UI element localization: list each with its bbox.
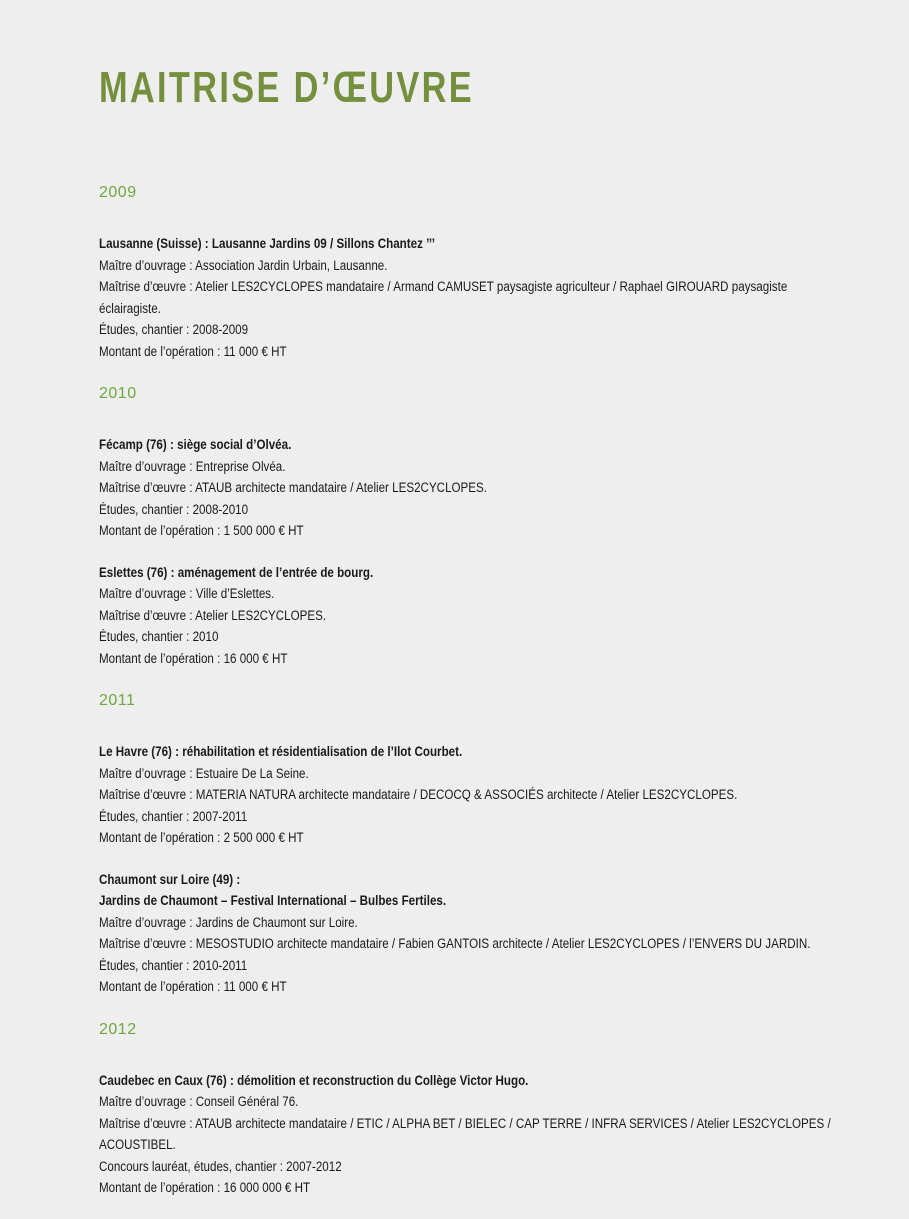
project-detail [99,298,879,320]
project-detail [99,456,879,478]
project-title [99,233,879,255]
project-detail [99,955,879,977]
year-heading: 2011 [99,692,136,709]
project-entry [99,434,879,542]
year-heading: 2012 [99,1020,137,1038]
project-entry [99,562,879,670]
project-detail [99,605,879,627]
project-detail-text: éclairagiste. [99,300,161,316]
project-detail [99,806,879,828]
spacer [99,406,879,434]
project-detail [99,477,879,499]
project-detail-text: Maître d’ouvrage : Jardins de Chaumont sur Loire. [99,914,358,930]
spacer [99,205,879,233]
project-entry [99,869,879,998]
project-detail [99,626,879,648]
year-section [99,1018,879,1219]
year-heading: 2010 [99,385,137,402]
project-title-text: Le Havre (76) : réhabilitation et résidentialisation de l’Ilot Courbet. [99,744,463,759]
spacer [99,542,879,562]
project-detail-text: Études, chantier : 2008-2010 [99,501,249,517]
project-detail [99,763,879,785]
spacer [99,849,879,869]
project-detail-text: Maître d’ouvrage : Entreprise Olvéa. [99,458,286,474]
project-title-text: Eslettes (76) : aménagement de l’entrée de bourg. [99,564,374,580]
project-title-text: Jardins de Chaumont – Festival International – Bulbes Fertiles. [99,893,447,908]
project-detail [99,976,879,998]
project-detail-text: Maîtrise d’œuvre : ATAUB architecte mandataire / ETIC / ALPHA BET / BIELEC / CAP TERRE / INFRA SERVICES / Atelier LES2CYCLOPES / [99,1115,831,1131]
project-detail [99,912,879,934]
project-detail-text: Études, chantier : 2007-2011 [99,808,248,824]
project-detail [99,255,879,277]
project-detail [99,520,879,542]
project-detail-text: Maîtrise d’œuvre : Atelier LES2CYCLOPES. [99,607,327,623]
project-detail-text: Montant de l’opération : 11 000 € HT [99,979,287,994]
project-title-text: Chaumont sur Loire (49) : [99,871,241,887]
project-detail-text: Maîtrise d’œuvre : MATERIA NATURA architecte mandataire / DECOCQ & ASSOCIÉS architecte / Atelier LES2CYCLOPES. [99,787,738,802]
project-detail [99,341,879,363]
project-detail-text: Montant de l’opération : 16 000 000 € HT [99,1180,311,1195]
project-entry [99,233,879,362]
project-title [99,562,879,584]
project-detail [99,319,879,341]
project-title [99,869,879,891]
project-detail [99,1177,879,1199]
project-title [99,741,879,763]
project-detail-text: Maître d’ouvrage : Estuaire De La Seine. [99,765,309,781]
project-title [99,890,879,912]
year-section [99,181,879,382]
project-title [99,434,879,456]
project-list [99,181,879,1219]
spacer [99,362,879,382]
project-detail-text: Maître d’ouvrage : Association Jardin Urbain, Lausanne. [99,257,388,273]
project-detail [99,276,879,298]
project-detail [99,827,879,849]
project-detail-text: Études, chantier : 2010 [99,629,219,644]
project-title-text: Caudebec en Caux (76) : démolition et reconstruction du Collège Victor Hugo. [99,1072,529,1088]
project-detail-text: Montant de l’opération : 2 500 000 € HT [99,830,304,845]
spacer [99,713,879,741]
project-detail-text: Maître d’ouvrage : Ville d’Eslettes. [99,586,275,601]
project-detail-text: Maître d’ouvrage : Conseil Général 76. [99,1094,299,1109]
project-detail [99,933,879,955]
year-section [99,382,879,689]
project-detail-text: Montant de l’opération : 1 500 000 € HT [99,523,304,538]
project-detail [99,1134,879,1156]
project-detail [99,1091,879,1113]
project-detail-text: Études, chantier : 2010-2011 [99,957,248,973]
project-detail [99,583,879,605]
project-entry [99,741,879,849]
project-detail-text: Concours lauréat, études, chantier : 2007-2012 [99,1158,342,1174]
project-title [99,1070,879,1092]
page-title: MAITRISE D’ŒUVRE [99,63,474,112]
project-detail [99,648,879,670]
project-detail-text: Montant de l’opération : 11 000 € HT [99,343,287,359]
project-detail-text: Maîtrise d’œuvre : MESOSTUDIO architecte mandataire / Fabien GANTOIS architecte / Atelier LES2CYCLOPES / l’ENVERS DU JARDIN. [99,936,811,951]
project-detail-text: Maîtrise d’œuvre : ATAUB architecte mandataire / Atelier LES2CYCLOPES. [99,480,488,495]
project-detail [99,1113,879,1135]
project-detail-text: ACOUSTIBEL. [99,1137,176,1152]
project-detail [99,1156,879,1178]
project-detail [99,499,879,521]
spacer [99,669,879,689]
year-heading: 2009 [99,184,137,201]
project-title-text: Lausanne (Suisse) : Lausanne Jardins 09 / Sillons Chantez ’’’ [99,236,435,251]
project-detail-text: Études, chantier : 2008-2009 [99,322,249,337]
project-entry [99,1070,879,1199]
project-detail-text: Montant de l’opération : 16 000 € HT [99,650,288,666]
project-detail [99,784,879,806]
spacer [99,998,879,1018]
project-detail-text: Maîtrise d’œuvre : Atelier LES2CYCLOPES mandataire / Armand CAMUSET paysagiste agriculteur / Raphael GIROUARD paysagiste [99,279,788,294]
spacer [99,1042,879,1070]
year-section [99,689,879,1018]
project-title-text: Fécamp (76) : siège social d’Olvéa. [99,437,292,452]
spacer [99,1199,879,1219]
